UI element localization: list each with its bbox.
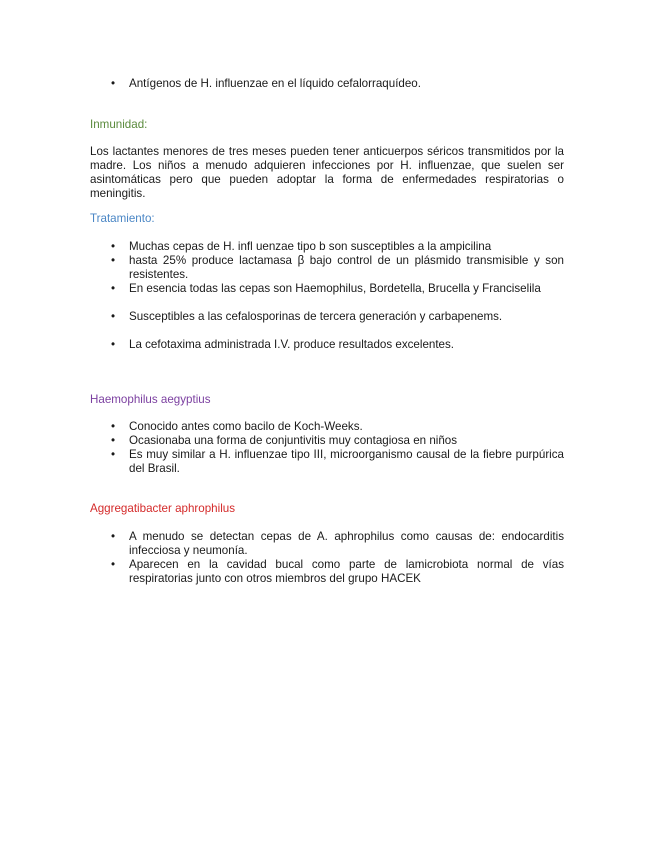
list-item: • Conocido antes como bacilo de Koch-Weeks. (111, 420, 363, 433)
list-item: • Es muy similar a H. influenzae tipo III, microorganismo causal de la fiebre purpúrica del Brasil. (111, 448, 564, 475)
list-item: • Muchas cepas de H. infl uenzae tipo b son susceptibles a la ampicilina (111, 240, 492, 253)
bullet-icon: • (111, 240, 116, 253)
bullet-icon: • (111, 434, 116, 447)
heading-inmunidad: Inmunidad: (90, 118, 148, 131)
heading-tratamiento: Tratamiento: (90, 212, 155, 225)
list-item: • La cefotaxima administrada I.V. produce resultados excelentes. (111, 338, 455, 351)
list-item: • Antígenos de H. influenzae en el líquido cefalorraquídeo. (111, 77, 421, 90)
tratamiento-bullet-list (90, 240, 564, 352)
bullet-icon: • (111, 310, 116, 323)
list-item: • Ocasionaba una forma de conjuntivitis muy contagiosa en niños (111, 434, 458, 447)
bullet-icon: • (111, 77, 116, 90)
heading-aggregatibacter-aphrophilus: Aggregatibacter aphrophilus (90, 502, 236, 515)
aphrophilus-bullet-list (90, 530, 564, 586)
bullet-icon: • (111, 282, 116, 295)
bullet-icon: • (111, 558, 116, 571)
aegyptius-bullet-list (90, 420, 564, 476)
bullet-icon: • (111, 338, 116, 351)
paragraph-inmunidad: Los lactantes menores de tres meses pueden tener anticuerpos séricos transmitidos por la madre. Los niños a menudo adquieren infecciones por H. influenzae, que suelen ser asintomáticas pero que pueden adoptar la forma de enfermedades respiratorias o meningitis. (90, 145, 564, 200)
list-item: • Aparecen en la cavidad bucal como parte de lamicrobiota normal de vías respiratorias junto con otros miembros del grupo HACEK (111, 558, 564, 585)
bullet-icon: • (111, 254, 116, 267)
bullet-icon: • (111, 420, 116, 433)
list-item: • En esencia todas las cepas son Haemophilus, Bordetella, Brucella y Franciselila (111, 282, 541, 295)
bullet-icon: • (111, 530, 116, 543)
list-item: • hasta 25% produce lactamasa β bajo control de un plásmido transmisible y son resistentes. (111, 254, 564, 281)
heading-haemophilus-aegyptius: Haemophilus aegyptius (90, 393, 211, 406)
list-item: • Susceptibles a las cefalosporinas de tercera generación y carbapenems. (111, 310, 503, 323)
intro-bullet-list (90, 77, 564, 91)
bullet-icon: • (111, 448, 116, 461)
list-item: • A menudo se detectan cepas de A. aphrophilus como causas de: endocarditis infecciosa y neumonía. (111, 530, 564, 557)
